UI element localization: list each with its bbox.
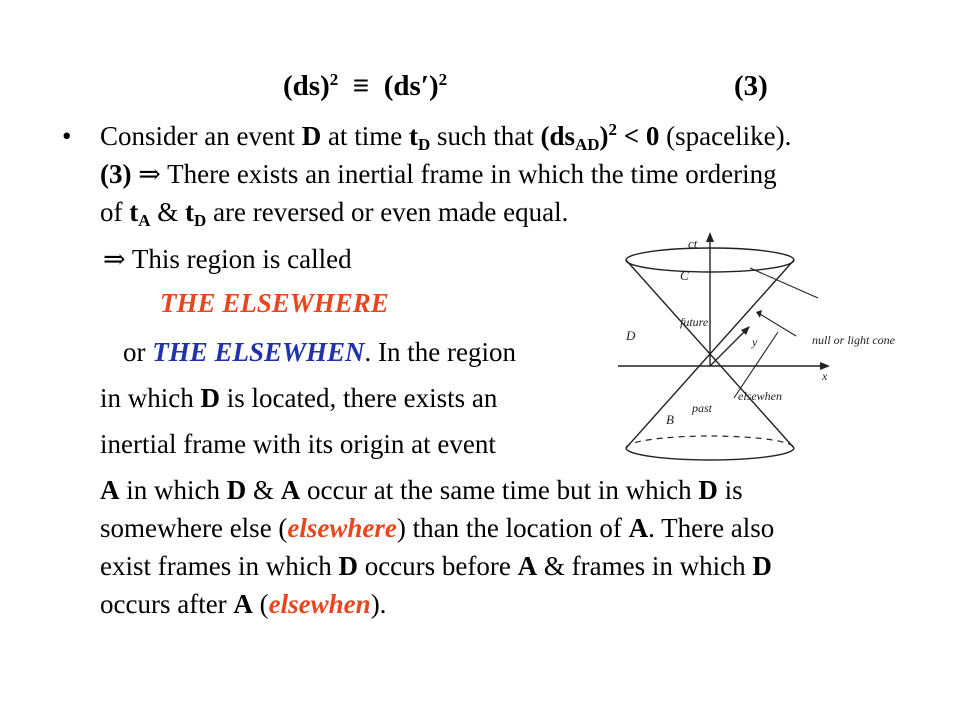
- region-called: ⇒ This region is called: [103, 244, 352, 274]
- null-cone-label: null or light cone: [812, 333, 895, 347]
- ct-label: ct: [688, 236, 698, 251]
- equation-title: $(ds)^2 \equiv (ds')^2$: [283, 70, 448, 102]
- past-cone-rim-front: [626, 448, 794, 460]
- ct-axis-arrow: [706, 232, 714, 242]
- bullet: •: [62, 121, 72, 151]
- region-line7: somewhere else (elsewhere) than the location of A. There also: [100, 513, 775, 543]
- x-label: x: [822, 369, 828, 383]
- elsewhere-label: THE ELSEWHERE: [160, 288, 389, 318]
- null-cone-pointer-head: [756, 310, 762, 318]
- region-line9: occurs after A (elsewhen).: [100, 589, 387, 619]
- region-line6: A in which D & A occur at the same time but in which D is: [100, 475, 743, 505]
- region-line4: in which D is located, there exists an: [100, 383, 498, 413]
- elsewhen-diagram-label: elsewhen: [738, 389, 782, 403]
- event-D-label: D: [626, 328, 636, 343]
- past-cone-rim-back: [626, 436, 794, 448]
- para1-line1: Consider an event D at time $t_D$ such that $(ds_{AD})^2 < 0$ (spacelike).: [100, 120, 792, 154]
- elsewhen-line: or THE ELSEWHEN. In the region: [123, 337, 516, 367]
- future-label: future: [680, 315, 709, 329]
- region-line8: exist frames in which D occurs before A & frames in which D: [100, 551, 772, 581]
- past-label: past: [692, 401, 713, 415]
- y-label: y: [752, 335, 758, 349]
- event-B-label: B: [666, 412, 674, 427]
- region-line5: inertial frame with its origin at event: [100, 429, 496, 459]
- event-C-label: C: [680, 268, 689, 283]
- light-cone-diagram: [600, 228, 900, 478]
- para1-line3: of $t_A$ & $t_D$ are reversed or even made equal.: [100, 197, 569, 230]
- para1-line2: (3) ⇒ There exists an inertial frame in which the time ordering: [100, 159, 777, 189]
- equation-number: (3): [734, 70, 768, 102]
- future-pointer: [750, 268, 818, 298]
